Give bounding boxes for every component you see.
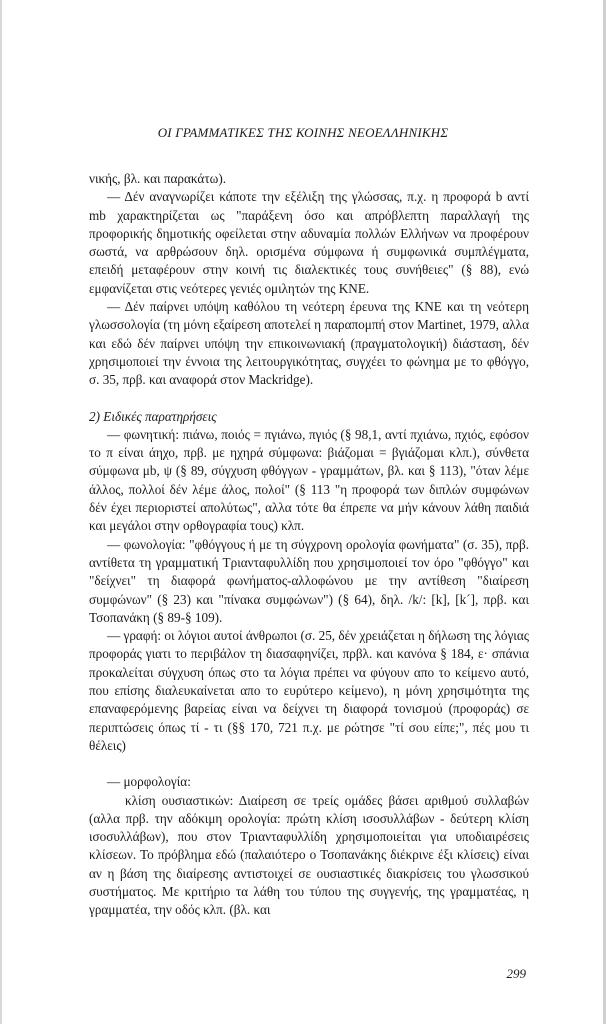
body-text	[89, 170, 529, 920]
section-heading: 2) Ειδικές παρατηρήσεις	[89, 408, 217, 424]
paragraph-6: — γραφή: οι λόγιοι αυτοί άνθρωποι (σ. 25, δέν χρειάζεται η δήλωση της λόγιας προφοράς γιατι το περιβάλον τη διασαφηνίζει, πρβλ. και κανόνα § 184, ε· σπάνια προκαλείται σύγχυση όπως στο τα λόγια πρέπει να φύγουν απο το κείμενο αυτό, που επίσης διαλευκαίνεται απο το ευρύτερο κείμενο), η μόνη χρησιμότητα της επαναφερόμενης βαρείας είναι να δείχνει τη διαφορά τονισμού (προφοράς) σε περιπτώσεις όπως τί - τι (§§ 170, 721 π.χ. με ρώτησε "τί σου είπε;", πές μου τι θέλεις)	[89, 628, 529, 753]
paragraph-4: — φωνητική: πιάνω, ποιός = πγιάνω, πγιός (§ 98,1, αντί πχιάνω, πχιός, εφόσον το π είναι άηχο, πρβ. με ηχηρά σύμφωνα: βιάζομαι = βγιάζομαι κλπ.), σύνθετα σύμφωνα μb, ψ (§ 89, σύγχυση φθόγγων - γραμμάτων, βλ. και § 113), "όταν λέμε άλλος, πολλοί δέν λέμε άλος, πολοί" (§ 113 "η προφορά των διπλών συμφώνων δέν έχει περιοριστεί απολύτως", αλλα τότε θα έπρεπε να μήν κάνουν λάθη παιδιά και μεγάλοι στην ορθογραφία τους) κλπ.	[89, 426, 529, 534]
paragraph-8: κλίση ουσιαστικών: Διαίρεση σε τρείς ομάδες βάσει αριθμού συλλαβών (αλλα πρβ. την αδόκιμη ορολογία: πρώτη κλίση ισοσυλλάβων - δεύτερη κλίση ισοσυλλάβων), που στον Τριανταφυλλίδη χρησιμοποιείται για υποδιαιρέσεις κλίσεων. Το πρόβλημα εδώ (παλαιότερο ο Τσοπανάκης διέκρινε έξι κλίσεις) είναι αν η βάση της διαίρεσης αντιστοιχεί σε ουσιαστικές διακρίσεις του γλωσσικού συστήματος. Με κριτήριο τα λάθη του τύπου της συγγενής, της γραμματέας, η γραμματέα, την οδός κλπ. (βλ. και	[89, 792, 529, 918]
page-number: 299	[506, 966, 526, 981]
running-head: ΟΙ ΓΡΑΜΜΑΤΙΚΕΣ ΤΗΣ ΚΟΙΝΗΣ ΝΕΟΕΛΛΗΝΙΚΗΣ	[157, 125, 449, 140]
paragraph-5: — φωνολογία: "φθόγγους ή με τη σύγχρονη ορολογία φωνήματα" (σ. 35), πρβ. αντίθετα τη γραμματική Τριανταφυλλίδη που χρησιμοποιεί τον όρο "φθόγγο" και "δείχνει" τη διαφορά φωνήματος-αλλοφώνου με την αντίθεση "διαίρεση συμφώνων" (§ 23) και "πίνακα συμφώνων") (§ 64), δηλ. /k/: [k], [k´], πρβ. και Τσοπανάκη (§ 89-§ 109).	[89, 536, 529, 625]
paragraph-1: νικής, βλ. και παρακάτω).	[89, 171, 227, 186]
paragraph-3: — Δέν παίρνει υπόψη καθόλου τη νεότερη έρευνα της ΚΝΕ και τη νεότερη γλωσσολογία (τη μόνη εξαίρεση αποτελεί η παραπομπή στον Martinet, 1979, αλλα και εδώ δέν παίρνει υπόψη την επικοινωνιακή (πραγματολογική) διάσταση, δέν χρησιμοποιεί την έννοια της λειτουργικότητας, συγχέει το φώνημα με το φθόγγο, σ. 35, πρβ. και αναφορά στον Mackridge).	[89, 299, 529, 388]
paragraph-7: — μορφολογία:	[107, 774, 191, 790]
paragraph-2: — Δέν αναγνωρίζει κάποτε την εξέλιξη της γλώσσας, π.χ. η προφορά b αντί mb χαρακτηρίζεται ως "παράξενη όσο και απρόβλεπτη παραλλαγή της προφορικής δημοτικής οφείλεται στην αδυναμία πολλών Ελλήνων να προφέρουν σωστά, να αρθρώσουν δηλ. ορισμένα σύμφωνα ή συμφωνικά συμπλέγματα, επειδή μεταφέρουν στην κοινή τις διαλεκτικές τους συνήθειες" (§ 88), ενώ εμφανίζεται στις νεότερες γενιές ομιλητών της ΚΝΕ.	[89, 189, 529, 296]
